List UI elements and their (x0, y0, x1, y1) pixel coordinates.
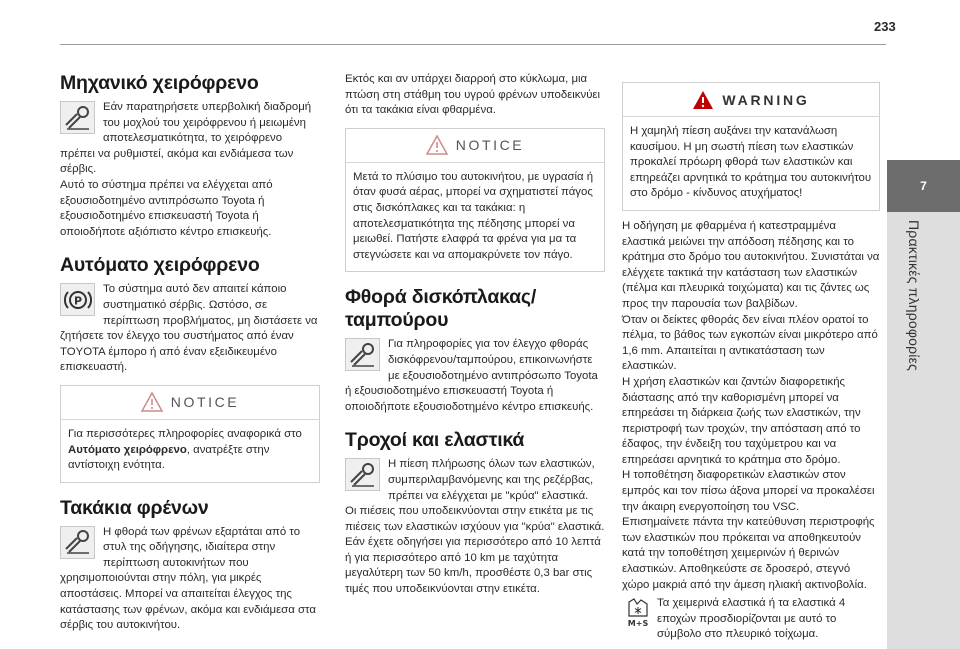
chapter-strip (887, 212, 960, 649)
column-2 (345, 72, 605, 598)
warning-box (622, 82, 880, 211)
notice-header (61, 386, 319, 420)
notice-triangle-icon (426, 135, 448, 155)
header-divider (60, 44, 886, 45)
tyre-paragraph-5: Επισημαίνετε πάντα την κατεύθυνση περιστροφής των ελαστικών που πρόκειται να αποθηκευτούν κατά την τοποθέτηση χειμερινών ή θερινών ελαστικών. Αποθηκεύστε σε δροσερό, στεγνό χώρο μακριά από την άμεση ηλιακή ακτινοβολία. (622, 516, 875, 591)
parking-brake-icon (60, 283, 95, 316)
tyres-text-2: Οι πιέσεις που υποδεικνύονται στην ετικέτα με τις πιέσεις των ελαστικών ισχύουν για "κρύα" ελαστικά. Εάν έχετε οδηγήσει για περισσότερο από 10 λεπτά ή για περισσότερο από 10 km με ταχύτητα μεγαλύτερη των 50 km/h, προσθέστε 0,3 bar στις τιμές που υποδεικνύονται στην ετικέτα. (345, 505, 605, 596)
svg-text:P: P (73, 294, 82, 308)
disc-wear-text: Για πληροφορίες για τον έλεγχο φθοράς δισκόφρενου/ταμπούρου, επικοινωνήστε με εξουσιοδοτημένο αντιπρόσωπο Toyota ή εξουσιοδοτημένο επισκευαστή Toyota ή οποιοδήποτε εξουσιοδοτημένο κέντρο επισκευής. (345, 338, 598, 413)
notice-bold-link: Αυτόματο χειρόφρενο (68, 443, 187, 456)
winter-tyre-text: Τα χειμερινά ελαστικά ή τα ελαστικά 4 εποχών προσδιορίζονται με αυτό το σύμβολο στο πλευρικό τοίχωμα. (657, 597, 846, 641)
chapter-number: 7 (920, 179, 927, 193)
heading-brake-pads: Τακάκια φρένων (60, 496, 209, 519)
block-brake-pads (60, 525, 320, 634)
brake-fluid-text: Εκτός και αν υπάρχει διαρροή στο κύκλωμα, μια πτώση στη στάθμη του υγρού φρένων υποδεικνύει ότι τα τακάκια είναι φθαρμένα. (345, 73, 601, 117)
heading-mechanical-handbrake: Μηχανικό χειρόφρενο (60, 72, 259, 94)
tyre-paragraph-3: Η χρήση ελαστικών και ζαντών διαφορετικής διάστασης από την καθορισμένη μπορεί να επηρεάσει τη διάρκεια ζωής των ελαστικών, την περιστροφή των τροχών, την απόσταση από το έδαφος, την ένδειξη του ταχύμετρου και να επηρεάσει αρνητικά το κράτημα στο δρόμο. (622, 375, 861, 466)
brake-pads-text: Η φθορά των φρένων εξαρτάται από το στυλ της οδήγησης, ιδιαίτερα στην περίπτωση αυτοκινήτων που χρησιμοποιούνται στην πόλη, για μικρές αποστάσεις. Μπορεί να απαιτείται έλεγχος της κατάστασης των φρένων, ακόμα και ενδιάμεσα στα σέρβις του αυτοκινήτου. (60, 525, 316, 632)
block-disc-wear (345, 337, 605, 415)
notice-box-1 (60, 385, 320, 483)
heading-wheels-tyres: Τροχοί και ελαστικά (345, 429, 525, 452)
warning-header (623, 83, 879, 117)
warning-triangle-icon (692, 90, 714, 110)
chapter-title: Πρακτικές πληροφορίες (906, 220, 922, 372)
tyre-info (622, 219, 880, 593)
column-1 (60, 72, 320, 634)
warning-body: Η χαμηλή πίεση αυξάνει την κατανάλωση καυσίμου. Η μη σωστή πίεση των ελαστικών προκαλεί πρόωρη φθορά των ελαστικών και επηρεάζει αρνητικά το κράτημα του αυτοκινήτου στο δρόμο - κίνδυνος ατυχήματος! (630, 125, 872, 200)
wrench-car-icon (60, 526, 95, 559)
wrench-car-icon (60, 101, 95, 134)
heading-auto-handbrake: Αυτόματο χειρόφρενο (60, 254, 260, 277)
auto-handbrake-text: Το σύστημα αυτό δεν απαιτεί κάποιο συστηματικό σέρβις. Ωστόσο, σε περίπτωση προβλήματος, μη διστάσετε να ζητήσετε τον έλεγχο του συστήματος από έναν TOYOTA έμπορο ή από έναν εξειδικευμένο επισκευαστή. (60, 283, 318, 374)
column-3 (622, 72, 880, 643)
mechanical-handbrake-text-2: Αυτό το σύστημα πρέπει να ελέγχεται από εξουσιοδοτημένο αντιπρόσωπο Toyota ή εξουσιοδοτημένο επισκευαστή Toyota ή οποιοδήποτε αξιόπιστο κέντρο επισκευής. (60, 178, 273, 238)
tyre-paragraph-2: Όταν οι δείκτες φθοράς δεν είναι πλέον ορατοί το πέλμα, το βάθος των εγκοπών είναι μικρότερο από 1,6 mm. Απαιτείται η αντικατάσταση των ελαστικών. (622, 313, 878, 373)
wrench-car-icon (345, 458, 380, 491)
page-number: 233 (874, 19, 896, 34)
mud-snow-icon (627, 598, 649, 628)
tyre-paragraph-1: Η οδήγηση με φθαρμένα ή κατεστραμμένα ελαστικά μειώνει την απόδοση πέδησης και το κράτημα στο δρόμο του αυτοκινήτου. Συνιστάται να ελέγχετε τακτικά την κατάσταση των ελαστικών (πέλμα και πλευρικά τοιχώματα) και τις ζάντες ως προς την παρουσία των βαλβίδων. (622, 219, 880, 310)
notice-header (346, 129, 604, 163)
notice-box-2 (345, 128, 605, 273)
heading-disc-wear: Φθορά δισκόπλακας/ταμπούρου (345, 286, 537, 332)
notice-title: NOTICE (455, 137, 525, 154)
notice-title: NOTICE (170, 394, 240, 411)
tyres-text: Η πίεση πλήρωσης όλων των ελαστικών, συμπεριλαμβανόμενης και της ρεζέρβας, πρέπει να ελέγχεται με "κρύα" ελαστικά. (388, 458, 595, 502)
warning-title: WARNING (722, 91, 810, 108)
notice-text-end: , ανατρέξτε στην αντίστοιχη ενότητα. (68, 443, 270, 472)
mud-snow-label: M+S (627, 619, 649, 629)
mechanical-handbrake-text: Εάν παρατηρήσετε υπερβολική διαδρομή του μοχλού του χειρόφρενου ή μειωμένη αποτελεσματικότητα, το χειρόφρενο πρέπει να ρυθμιστεί, ακόμα και ενδιάμεσα των σέρβις. (60, 101, 312, 176)
notice-body (61, 420, 319, 482)
tyre-paragraph-4: Η τοποθέτηση διαφορετικών ελαστικών στον εμπρός και τον πίσω άξονα μπορεί να προκαλέσει την άκαιρη ενεργοποίηση του VSC. (622, 469, 875, 513)
notice-body: Μετά το πλύσιμο του αυτοκινήτου, με υγρασία ή όταν φυσά αέρας, μπορεί να σχηματιστεί πάγος στις δισκόπλακες και τα τακάκια: η αποτελεσματικότητα της πέδησης μπορεί να μειωθεί. Πατήστε ελαφρά τα φρένα για μα τα στεγνώσετε και να απομακρύνετε τον πάγο. (353, 170, 594, 261)
notice-triangle-icon (141, 392, 163, 412)
block-wheels-tyres (345, 457, 605, 597)
wrench-car-icon (345, 338, 380, 371)
chapter-tab[interactable] (887, 160, 960, 212)
notice-text: Για περισσότερες πληροφορίες αναφορικά στο (68, 427, 302, 440)
winter-tyre-block (622, 596, 880, 643)
block-mechanical-handbrake (60, 100, 320, 240)
block-auto-handbrake (60, 282, 320, 376)
